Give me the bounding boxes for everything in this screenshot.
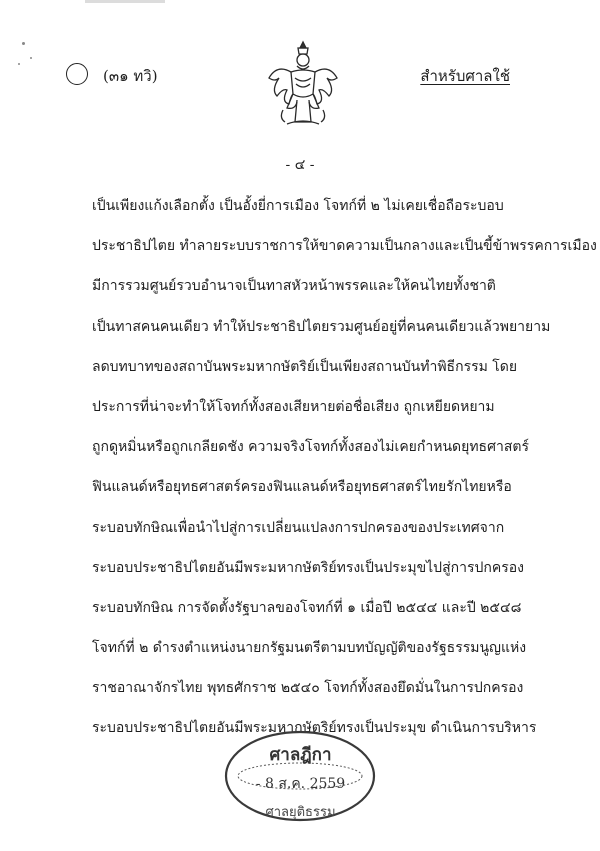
body-line: ถูกดูหมิ่นหรือถูกเกลียดชัง ความจริงโจทก์ทั้งสองไม่เคยกำหนดยุทธศาสตร์ xyxy=(92,439,529,456)
stamp-footer: ศาลยุติธรรม xyxy=(265,805,336,820)
scan-speck xyxy=(22,42,25,45)
court-use-label: สำหรับศาลใช้ xyxy=(420,67,510,85)
body-line: ระบอบประชาธิปไตยอันมีพระมหากษัตริย์ทรงเป็นประมุข ดำเนินการบริหาร xyxy=(92,720,537,737)
body-line: ประการที่น่าจะทำให้โจทก์ทั้งสองเสียหายต่อชื่อเสียง ถูกเหยียดหยาม xyxy=(92,398,495,415)
body-line: ระบอบประชาธิปไตยอันมีพระมหากษัตริย์ทรงเป็นประมุขไปสู่การปกครอง xyxy=(92,559,524,576)
body-line: มีการรวมศูนย์รวบอำนาจเป็นทาสหัวหน้าพรรคและให้คนไทยทั้งชาติ xyxy=(92,278,496,295)
body-line: ระบอบทักษิณ การจัดตั้งรัฐบาลของโจทก์ที่ ๑ เมื่อปี ๒๕๔๔ และปี ๒๕๔๘ xyxy=(92,599,522,616)
form-circle-mark xyxy=(66,63,88,85)
stamp-date: - 8 ส.ค. 2559 xyxy=(255,776,346,792)
page-number: - ๔ - xyxy=(285,157,315,173)
body-line: โจทก์ที่ ๒ ดำรงตำแหน่งนายกรัฐมนตรีตามบทบัญญัติของรัฐธรรมนูญแห่ง xyxy=(92,640,527,657)
body-line: ฟินแลนด์หรือยุทธศาสตร์ครองฟินแลนด์หรือยุทธศาสตร์ไทยรักไทยหรือ xyxy=(92,479,512,496)
body-line: ราชอาณาจักรไทย พุทธศักราช ๒๕๔๐ โจทก์ทั้งสองยึดมั่นในการปกครอง xyxy=(92,680,524,697)
stamp-title: ศาลฎีกา xyxy=(269,745,332,765)
scan-speck xyxy=(30,57,32,59)
body-text xyxy=(92,196,597,759)
scan-speck xyxy=(18,63,20,65)
body-line: ระบอบทักษิณเพื่อนำไปสู่การเปลี่ยนแปลงการปกครองของประเทศจาก xyxy=(92,519,505,536)
body-line: เป็นทาสคนคนเดียว ทำให้ประชาธิปไตยรวมศูนย์อยู่ที่คนคนเดียวแล้วพยายาม xyxy=(92,318,551,335)
scan-edge-mark xyxy=(85,0,165,3)
garuda-emblem-icon xyxy=(265,38,341,130)
body-line: ลดบทบาทของสถาบันพระมหากษัตริย์เป็นเพียงสถานบันทำพิธีกรรม โดย xyxy=(92,358,518,375)
form-code: (๓๑ ทวิ) xyxy=(103,67,158,85)
court-stamp xyxy=(223,729,378,824)
body-line: เป็นเพียงแก้งเลือกตั้ง เป็นอั้งยี่การเมือง โจทก์ที่ ๒ ไม่เคยเชื่อถือระบอบ xyxy=(92,198,504,214)
body-line: ประชาธิปไตย ทำลายระบบราชการให้ขาดความเป็นกลางและเป็นขี้ข้าพรรคการเมือง xyxy=(92,238,597,255)
